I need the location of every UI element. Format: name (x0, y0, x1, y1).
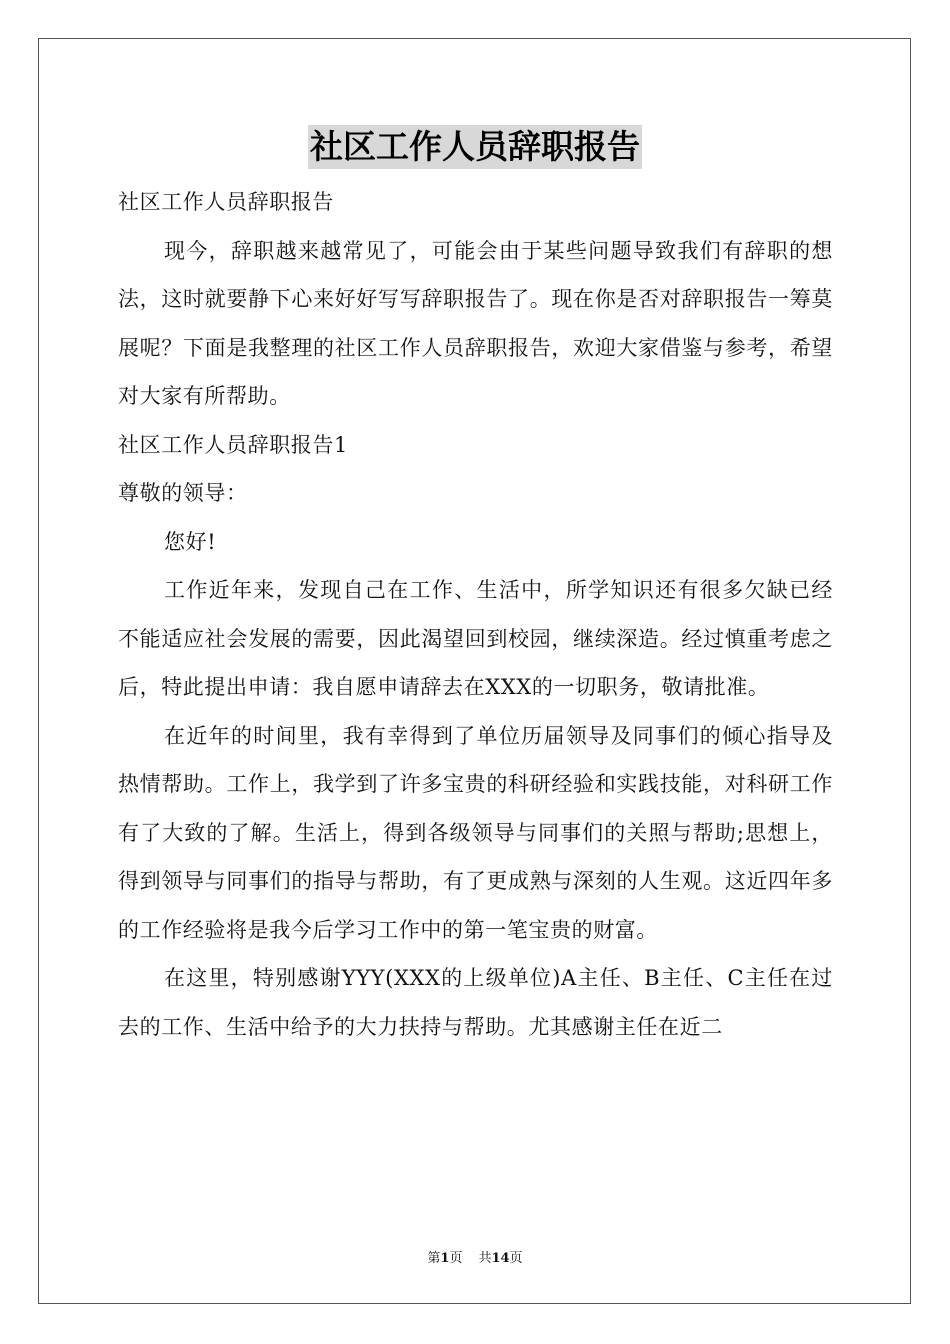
page-footer (0, 1247, 950, 1266)
current-page-number: 1 (440, 1251, 450, 1266)
total-prefix: 共 (478, 1251, 492, 1266)
greeting: 您好! (164, 529, 217, 554)
body-paragraph-3: 在这里，特别感谢YYY(XXX的上级单位)A主任、B主任、C主任在过去的工作、生活中给予的大力扶持与帮助。尤其感谢主任在近二 (118, 966, 833, 1039)
title-container (0, 125, 950, 169)
section-heading: 社区工作人员辞职报告1 (118, 432, 348, 457)
page-prefix: 第 (427, 1251, 441, 1266)
body-paragraph-2: 在近年的时间里，我有幸得到了单位历届领导及同事们的倾心指导及热情帮助。工作上，我学到了许多宝贵的科研经验和实践技能，对科研工作有了大致的了解。生活上，得到各级领导与同事们的关照与帮助;思想上，得到领导与同事们的指导与帮助，有了更成熟与深刻的人生观。这近四年多的工作经验将是我今后学习工作中的第一笔宝贵的财富。 (118, 723, 833, 942)
document-title: 社区工作人员辞职报告 (308, 125, 642, 169)
body-paragraph-1: 工作近年来，发现自己在工作、生活中，所学知识还有很多欠缺已经不能适应社会发展的需要，因此渴望回到校园，继续深造。经过慎重考虑之后，特此提出申请：我自愿申请辞去在XXX的一切职务，敬请批准。 (118, 578, 833, 699)
document-body (118, 178, 833, 1051)
total-suffix: 页 (509, 1251, 523, 1266)
subtitle: 社区工作人员辞职报告 (118, 190, 334, 214)
page-suffix: 页 (449, 1251, 463, 1266)
total-pages: 14 (491, 1251, 510, 1266)
salutation: 尊敬的领导： (118, 481, 248, 505)
intro-paragraph: 现今，辞职越来越常见了，可能会由于某些问题导致我们有辞职的想法，这时就要静下心来好好写写辞职报告了。现在你是否对辞职报告一筹莫展呢？下面是我整理的社区工作人员辞职报告，欢迎大家借鉴与参考，希望对大家有所帮助。 (118, 238, 833, 408)
